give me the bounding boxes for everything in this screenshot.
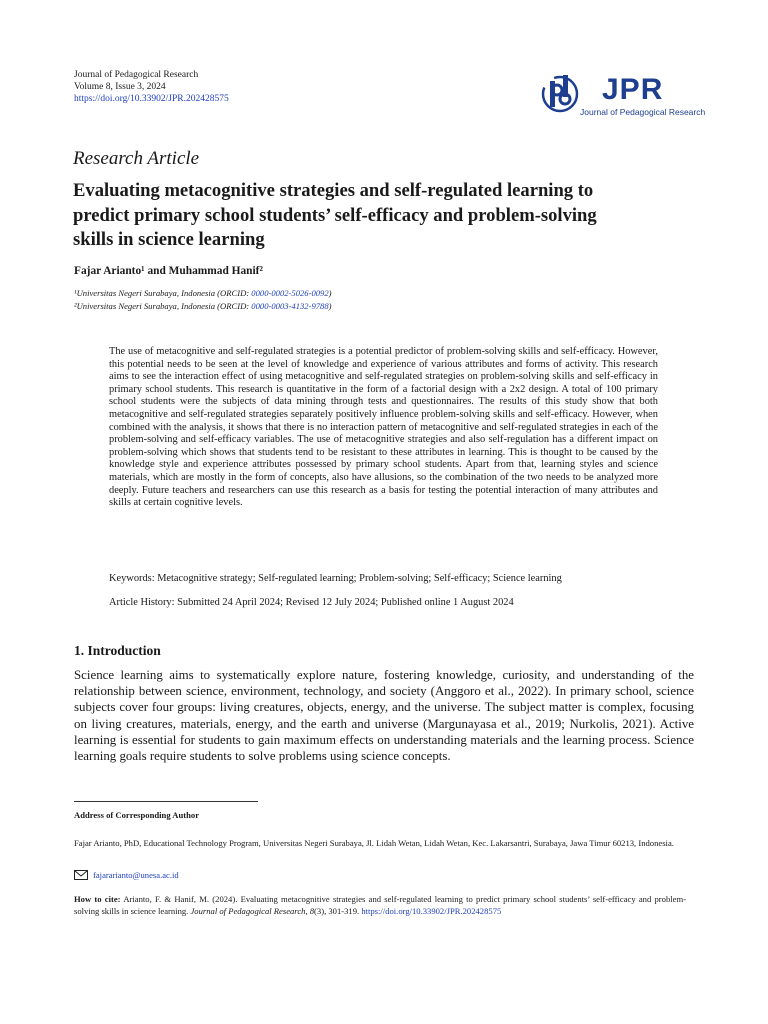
corresponding-address: Fajar Arianto, PhD, Educational Technology Program, Universitas Negeri Surabaya, Jl. Lidah Wetan, Lidah Wetan, Kec. Lakarsantri, Surabaya, Jawa Timur 60213, Indonesia. [74,838,674,848]
affiliation-close: ) [328,288,332,298]
volume-issue: Volume 8, Issue 3, 2024 [74,82,166,92]
affiliations [74,287,332,313]
article-history: Article History: Submitted 24 April 2024; Revised 12 July 2024; Published online 1 August 2024 [109,597,514,608]
orcid-link[interactable]: 0000-0003-4132-9788 [251,301,329,311]
section-heading: 1. Introduction [74,643,161,658]
journal-logo [538,69,706,121]
footnote-divider [74,801,258,802]
how-to-cite [74,894,686,918]
affiliation-2 [74,300,332,313]
affiliation-text: ²Universitas Negeri Surabaya, Indonesia (ORCID: [74,301,252,311]
email-row [74,870,179,880]
abstract: The use of metacognitive and self-regulated strategies is a potential predictor of problem-solving skills and self-efficacy. However, this potential needs to be seen at the level of knowledge and experience of various attributes and forms of activity. This research aims to see the interaction effect of using metacognitive and self-regulated strategies on problem-solving skills and self-efficacy in primary school students. This research is quantitative in the form of a factorial design with a 2x2 design. A total of 100 primary school students were the subjects of data mining through tests and questionnaires. The results of this study show that both metacognitive and self-regulated strategies separately positively influence problem-solving skills and self-efficacy. However, when combined with the analysis, it shows that there is no interaction pattern of metacognitive and self-regulated strategies in each of the problem-solving and self-efficacy variables. The use of metacognitive strategies and also self-regulation has a different impact on problem-solving which shows that students tend to be resistant to these attributes in learning. This is thought to be caused by the knowledge style and experience attributes possessed by primary school students. Apart from that, learning styles and science materials, which are mostly in the form of concepts, also have allusions, so the combination of the two needs to be analyzed more deeply. Future teachers and researchers can use this research as a basis for testing the potential interaction of many attributes and skills at certain cognitive levels. [109,346,658,509]
keywords: Keywords: Metacognitive strategy; Self-regulated learning; Problem-solving; Self-efficacy; Science learning [109,573,562,584]
journal-name: Journal of Pedagogical Research [74,70,199,80]
cite-doi-link[interactable]: https://doi.org/10.33902/JPR.202428575 [361,905,502,916]
cite-issue: (3), 301-319. [314,905,360,916]
orcid-link[interactable]: 0000-0002-5026-0092 [251,288,329,298]
introduction-text: Science learning aims to systematically explore nature, fostering knowledge, curiosity, and understanding of the relationship between science, environment, technology, and society (Anggoro et al., 2022). In primary school, science subjects cover four groups: living creatures, objects, energy, and the universe. The subject matter is complex, focusing on living creatures, materials, energy, and the earth and universe (Margunayasa et al., 2019; Nurkolis, 2021). Active learning is essential for students to gain maximum effects on understanding materials and the learning process. Science learning goals require students to solve problems using science concepts. [74,668,694,764]
journal-info [74,69,229,105]
envelope-icon [74,870,88,880]
logo-subtitle: Journal of Pedagogical Research [580,107,706,117]
cite-journal: Journal of Pedagogical Research, 8 [190,905,315,916]
corresponding-heading: Address of Corresponding Author [74,810,200,820]
affiliation-1 [74,287,332,300]
jpr-logo-icon [538,71,582,117]
affiliation-text: ¹Universitas Negeri Surabaya, Indonesia (ORCID: [74,288,252,298]
article-type: Research Article [73,148,200,169]
cite-text: Arianto, F. & Hanif, M. (2024). Evaluating metacognitive strategies and self-regulated learning to predict primary school students’ self-efficacy and problem-solving skills in science learning. [74,894,686,916]
email-link[interactable]: fajararianto@unesa.ac.id [93,870,179,880]
logo-text: JPR [602,73,664,106]
article-title: Evaluating metacognitive strategies and self-regulated learning to predict primary school students’ self-efficacy and problem-solving skills in science learning [73,180,597,250]
doi-link[interactable]: https://doi.org/10.33902/JPR.202428575 [74,94,229,104]
cite-label: How to cite: [74,894,121,904]
authors: Fajar Arianto¹ and Muhammad Hanif² [74,265,263,277]
affiliation-close: ) [328,301,332,311]
